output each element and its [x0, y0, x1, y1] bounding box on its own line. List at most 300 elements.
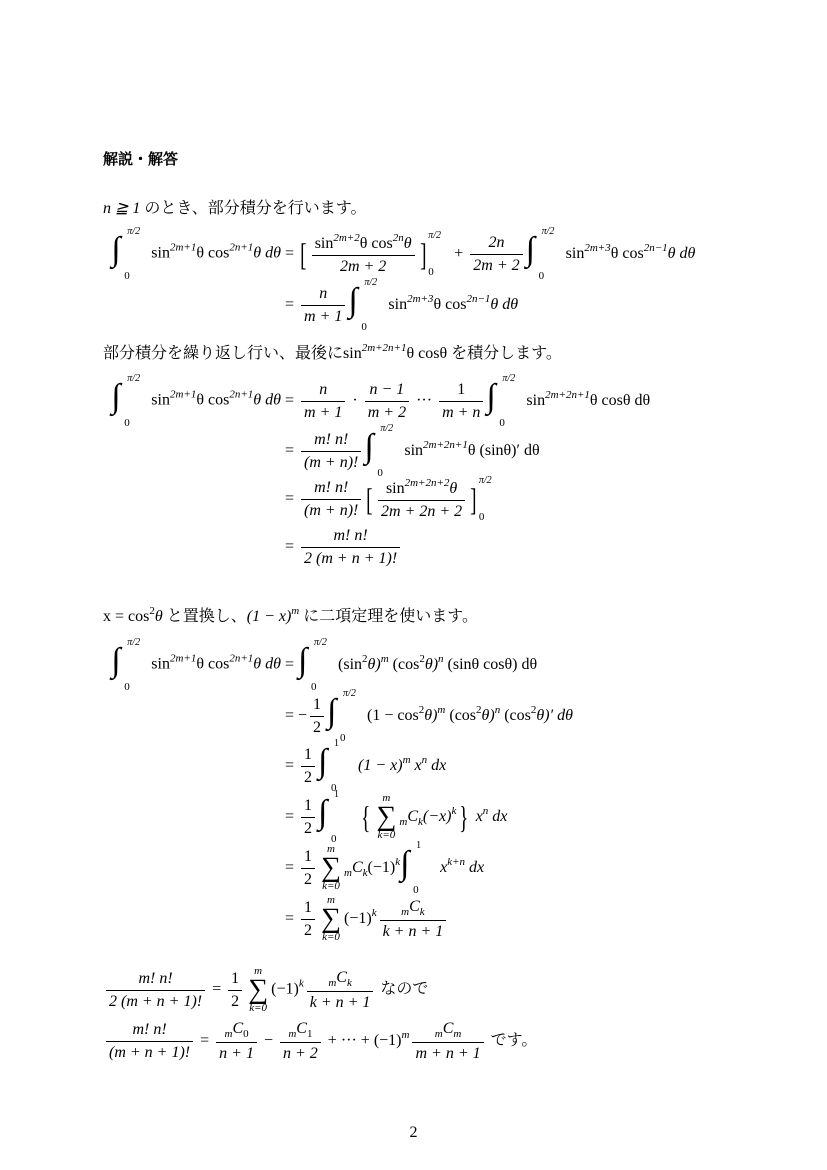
math-text: C	[407, 807, 418, 825]
fraction	[412, 1020, 483, 1063]
superscript: 2m+3	[584, 241, 611, 254]
integral-lower-limit: 0	[413, 884, 419, 896]
math-text: θ cos	[196, 391, 230, 409]
math-text: sin	[388, 295, 408, 313]
math-text: x = cos	[103, 608, 150, 625]
equation-lhs	[103, 373, 281, 429]
subscript: m	[328, 976, 337, 989]
equation-rhs	[281, 527, 403, 567]
fraction	[378, 477, 465, 521]
superscript: m	[291, 605, 300, 617]
summation	[248, 966, 268, 1014]
sum-upper: m	[254, 965, 263, 977]
math-text: m! n!	[132, 1021, 167, 1038]
math-text: 1	[304, 796, 313, 814]
math-text: C	[442, 1020, 454, 1037]
superscript: 2m+3	[407, 292, 434, 305]
denominator	[301, 919, 315, 940]
superscript: 2	[418, 703, 425, 716]
math-text: θ	[403, 235, 412, 252]
equation-rhs	[281, 840, 485, 896]
equation-row	[103, 527, 403, 568]
math-text: (1 − cos	[367, 706, 419, 724]
integral-lower-limit: 0	[311, 681, 317, 693]
integral-lower-limit: 0	[331, 782, 337, 794]
fraction	[216, 1020, 257, 1063]
math-text: (m + n)!	[304, 501, 359, 519]
equation-row	[103, 637, 538, 693]
superscript: m	[402, 753, 411, 766]
evaluation-limits	[428, 232, 450, 276]
fraction	[301, 797, 315, 838]
math-text: θ dθ	[667, 244, 696, 262]
math-text: sin	[526, 391, 546, 409]
large-bracket: ]	[419, 236, 427, 272]
math-text: と置換し、	[166, 608, 247, 625]
numerator	[470, 234, 522, 254]
numerator	[380, 898, 447, 920]
numerator	[312, 232, 415, 255]
numerator	[280, 1020, 321, 1042]
math-text: θ dθ	[490, 295, 519, 313]
denominator	[301, 451, 361, 472]
integral-sign: ∫	[111, 378, 121, 415]
math-text: (−x)	[422, 807, 452, 825]
subscript: m	[453, 1028, 462, 1040]
numerator	[301, 848, 315, 868]
equation-row	[103, 840, 485, 896]
math-text: =	[196, 1032, 214, 1050]
superscript: 2	[476, 703, 482, 716]
denominator	[216, 1042, 257, 1063]
superscript: 2n	[392, 232, 404, 244]
math-text: (m + n + 1)!	[109, 1044, 191, 1061]
integral	[111, 226, 147, 282]
equation-rhs	[281, 475, 501, 523]
numerator	[307, 969, 374, 991]
math-text: θ	[449, 480, 458, 497]
math-text: =	[281, 858, 299, 876]
math-text: (1 − x)	[246, 608, 292, 625]
math-text: θ)	[424, 706, 438, 724]
math-text: θ dθ	[253, 655, 281, 673]
math-text: (1 − x)	[358, 756, 403, 774]
integral-sign: ∫	[400, 845, 410, 882]
limit-upper: π/2	[428, 230, 442, 241]
large-bracket: [	[300, 236, 307, 272]
integral	[318, 738, 354, 794]
superscript: 2m+2n+1	[423, 438, 468, 451]
intro-text	[103, 195, 367, 218]
math-text: 1	[231, 969, 240, 987]
math-text: sin	[404, 441, 424, 459]
math-text: =	[281, 441, 299, 459]
fraction	[228, 970, 242, 1011]
math-text: 2m + 2	[473, 256, 520, 274]
repeat-text	[103, 340, 562, 363]
math-text: C	[296, 1020, 307, 1037]
equation-rhs	[281, 423, 540, 479]
superscript: 2n+1	[229, 652, 254, 665]
denominator	[106, 1041, 193, 1062]
equation-row	[103, 789, 508, 845]
superscript: 2n+1	[229, 241, 254, 254]
math-text: sin	[385, 480, 405, 497]
numerator	[301, 746, 315, 766]
subscript: 1	[306, 1028, 313, 1040]
math-text: 2	[313, 718, 322, 736]
subscript: k	[362, 866, 368, 879]
math-text: θ cosθ	[406, 345, 452, 362]
integral-upper-limit: 1	[416, 840, 422, 851]
denominator	[470, 254, 522, 275]
superscript: 2	[362, 652, 368, 665]
superscript: m	[380, 652, 389, 665]
fraction	[380, 898, 447, 941]
superscript: 2	[530, 703, 537, 716]
numerator	[301, 431, 361, 451]
superscript: 2m+1	[169, 241, 197, 254]
integral-upper-limit: π/2	[541, 226, 555, 237]
math-text: ···	[412, 391, 437, 409]
math-text: C	[351, 858, 363, 876]
integral-lower-limit: 0	[124, 417, 130, 429]
math-text: dx	[427, 756, 447, 774]
math-text: C	[336, 968, 347, 986]
math-text: dx	[465, 858, 485, 876]
integral-lower-limit: 0	[538, 270, 545, 282]
large-bracket: {	[361, 799, 371, 835]
fraction	[312, 232, 415, 276]
superscript: 2	[419, 652, 425, 665]
math-text: =	[281, 807, 299, 825]
math-text: =	[281, 295, 299, 313]
subscript: k	[417, 815, 423, 828]
integral	[298, 637, 334, 693]
math-text: 2	[304, 768, 313, 786]
math-text: n ≧ 1	[103, 200, 145, 217]
math-text: θ)	[481, 706, 495, 724]
math-text: m + 2	[367, 403, 407, 421]
subscript: m	[288, 1028, 297, 1040]
fraction	[470, 234, 522, 275]
math-text: 2	[304, 870, 313, 888]
integral-sign: ∫	[318, 794, 328, 831]
equation-rhs	[281, 894, 449, 943]
numerator	[301, 899, 315, 919]
fraction	[307, 969, 374, 1012]
math-text: n + 2	[283, 1045, 318, 1062]
equation-row	[103, 277, 519, 333]
math-text: x	[471, 807, 483, 825]
superscript: m	[401, 1029, 410, 1042]
evaluation-limits	[479, 477, 501, 521]
equation-row	[103, 688, 573, 744]
math-text: です。	[486, 1032, 538, 1050]
subscript: k	[346, 976, 352, 989]
math-text: =	[281, 655, 299, 673]
sum-lower: k=0	[377, 829, 396, 841]
math-text: 2n	[488, 233, 505, 251]
integral-upper-limit: π/2	[127, 637, 141, 648]
math-text: m! n!	[314, 430, 349, 448]
section-heading: 解説・解答	[103, 150, 179, 168]
conclusion-line-1	[103, 966, 428, 1014]
math-text: dx	[488, 807, 508, 825]
math-text: C	[232, 1020, 244, 1037]
math-text: n	[319, 380, 328, 398]
superscript: n	[421, 753, 428, 766]
denominator	[301, 817, 315, 838]
superscript: k	[395, 855, 401, 868]
superscript: k	[371, 906, 377, 919]
fraction	[106, 1021, 193, 1062]
math-text: +	[450, 244, 468, 262]
math-text: m + 1	[304, 403, 343, 421]
math-text: θ dθ	[253, 391, 281, 409]
integral-upper-limit: π/2	[314, 637, 327, 648]
equation-rhs	[281, 738, 447, 794]
fraction	[106, 970, 205, 1011]
math-text: (cos	[445, 706, 477, 724]
summation	[321, 844, 341, 892]
integral-lower-limit: 0	[124, 681, 130, 693]
superscript: 2m+2n+2	[404, 477, 450, 489]
superscript: n	[482, 804, 489, 817]
numerator	[106, 970, 205, 990]
math-text: sin	[343, 345, 362, 362]
fraction	[310, 696, 324, 737]
denominator	[228, 990, 242, 1011]
integral	[111, 637, 147, 693]
equation-row	[103, 895, 449, 943]
denominator	[301, 766, 315, 787]
math-text: (−1)	[344, 909, 372, 927]
integral-upper-limit: π/2	[127, 226, 141, 237]
math-text: θ cos	[196, 244, 230, 262]
denominator	[301, 547, 400, 568]
numerator	[301, 479, 361, 499]
superscript: 2m+2n+1	[545, 388, 590, 401]
superscript: 2	[149, 605, 155, 617]
integral-sign: ∫	[486, 378, 496, 415]
equation-row	[103, 738, 447, 794]
numerator	[365, 381, 409, 401]
math-text: に二項定理を使います。	[299, 608, 478, 625]
numerator	[228, 970, 242, 990]
superscript: 2n−1	[466, 292, 491, 305]
math-text: sin	[151, 655, 170, 673]
math-text: のとき、部分積分を行います。	[144, 200, 367, 217]
denominator	[439, 401, 483, 422]
conclusion-line-2	[103, 1020, 537, 1063]
integral-lower-limit: 0	[124, 270, 130, 282]
math-text: n	[319, 284, 328, 302]
math-text: 2m + 2	[339, 258, 387, 275]
integral	[327, 688, 363, 744]
numerator	[216, 1020, 257, 1042]
math-text: ·	[348, 391, 362, 409]
integral-upper-limit: π/2	[364, 277, 378, 288]
math-text: n − 1	[369, 380, 405, 398]
integral-sign: ∫	[348, 282, 358, 319]
superscript: 2n−1	[643, 241, 668, 254]
math-text: m! n!	[138, 969, 173, 987]
equation-rhs	[281, 789, 508, 845]
limit-lower: 0	[428, 266, 434, 278]
numerator	[301, 797, 315, 817]
math-text: 2	[231, 992, 240, 1010]
large-bracket: }	[459, 799, 469, 835]
subscript: m	[399, 815, 408, 828]
math-text: θ cos	[610, 244, 644, 262]
math-text: m + n + 1	[415, 1045, 481, 1062]
sigma-sign: ∑	[248, 974, 269, 1005]
numerator	[310, 696, 324, 716]
fraction	[301, 431, 361, 472]
numerator	[106, 1021, 193, 1041]
denominator	[412, 1042, 483, 1063]
numerator	[301, 381, 345, 401]
equation-row	[103, 477, 501, 521]
math-text: 1	[304, 745, 313, 763]
math-text: を積分します。	[451, 345, 562, 362]
math-text: n + 1	[219, 1045, 254, 1062]
math-text: x	[440, 858, 448, 876]
math-text: =	[281, 244, 299, 262]
math-text: = −	[281, 706, 308, 724]
equation-row	[103, 423, 540, 479]
fraction	[439, 381, 483, 422]
superscript: m	[437, 703, 446, 716]
math-text: なので	[376, 980, 429, 998]
numerator	[301, 285, 345, 305]
integral	[111, 373, 147, 429]
integral-lower-limit: 0	[361, 321, 367, 333]
denominator	[310, 716, 324, 737]
math-text: (m + n)!	[304, 453, 359, 471]
superscript: n	[494, 703, 501, 716]
sigma-sign: ∑	[321, 903, 341, 934]
subscript: m	[224, 1028, 233, 1040]
math-text: 部分積分を繰り返し行い、最後に	[103, 345, 344, 362]
math-text: + ··· + (−1)	[323, 1032, 402, 1050]
math-text: θ)′ dθ	[536, 706, 573, 724]
integral	[318, 789, 354, 845]
equation-rhs	[281, 277, 519, 333]
math-text: θ dθ	[253, 244, 281, 262]
math-text: 2 (m + n + 1)!	[304, 550, 398, 567]
summation	[321, 895, 341, 943]
integral-lower-limit: 0	[331, 833, 337, 845]
math-text: =	[281, 391, 299, 409]
sigma-sign: ∑	[321, 852, 341, 883]
math-text: (−1)	[367, 858, 396, 876]
equation-rhs	[281, 373, 651, 429]
superscript: k+n	[447, 855, 466, 868]
math-text: x	[410, 756, 422, 774]
numerator	[378, 477, 465, 500]
denominator	[106, 990, 205, 1011]
equation-rhs	[281, 688, 573, 744]
denominator	[301, 305, 345, 326]
math-text: m! n!	[314, 478, 349, 496]
subscript: m	[344, 866, 352, 879]
math-text: 2m + 2n + 2	[381, 503, 463, 520]
math-text: (cos	[388, 655, 420, 673]
math-text: =	[281, 909, 299, 927]
denominator	[380, 920, 447, 941]
math-text: (cos	[500, 706, 531, 724]
math-text: =	[208, 980, 226, 998]
math-text: θ)	[367, 655, 381, 673]
integral-upper-limit: π/2	[380, 423, 394, 434]
large-bracket: ]	[470, 481, 477, 517]
superscript: k	[451, 804, 457, 817]
subscript: m	[401, 905, 410, 918]
math-text: (sin	[338, 655, 363, 673]
integral	[364, 423, 400, 479]
math-text: 2	[304, 921, 313, 939]
superscript: k	[298, 977, 304, 990]
math-text: sin	[314, 235, 334, 252]
math-text: =	[281, 756, 299, 774]
math-text: k + n + 1	[382, 922, 444, 940]
integral-upper-limit: π/2	[343, 688, 356, 699]
integral	[525, 226, 562, 282]
superscript: 2m+1	[169, 652, 197, 665]
integral-sign: ∫	[318, 743, 328, 780]
math-text: θ cos	[433, 295, 467, 313]
fraction	[301, 899, 315, 940]
page-number: 2	[409, 1124, 418, 1141]
denominator	[312, 255, 415, 276]
subscript: k	[419, 905, 425, 918]
sum-lower: k=0	[322, 931, 340, 943]
math-text: =	[281, 538, 299, 556]
subscript: 0	[243, 1028, 249, 1040]
superscript: 2m+2n+1	[361, 342, 407, 354]
integral-sign: ∫	[298, 642, 308, 679]
math-text: θ)	[424, 655, 439, 673]
math-text: 2	[304, 819, 313, 837]
math-text: sin	[151, 391, 170, 409]
math-text: k + n + 1	[309, 993, 371, 1011]
math-text: 1	[304, 847, 313, 865]
denominator	[307, 991, 374, 1012]
fraction	[301, 479, 361, 520]
superscript: 2m+1	[169, 388, 197, 401]
integral-lower-limit: 0	[377, 467, 383, 479]
math-text: 1	[457, 380, 466, 398]
equation-lhs	[103, 226, 281, 282]
math-text: 1	[313, 695, 322, 713]
integral	[348, 277, 384, 333]
math-text: θ cosθ dθ	[589, 391, 651, 409]
limit-lower: 0	[478, 511, 485, 523]
limit-upper: π/2	[478, 475, 492, 486]
denominator	[301, 401, 345, 422]
fraction	[301, 381, 345, 422]
sum-upper: m	[382, 792, 391, 804]
math-text: θ cos	[196, 655, 230, 673]
integral-upper-limit: 1	[334, 738, 340, 749]
equation-rhs	[281, 637, 538, 693]
denominator	[378, 500, 465, 521]
math-text: C	[409, 897, 420, 915]
denominator	[301, 499, 361, 520]
math-text: m! n!	[333, 527, 368, 544]
